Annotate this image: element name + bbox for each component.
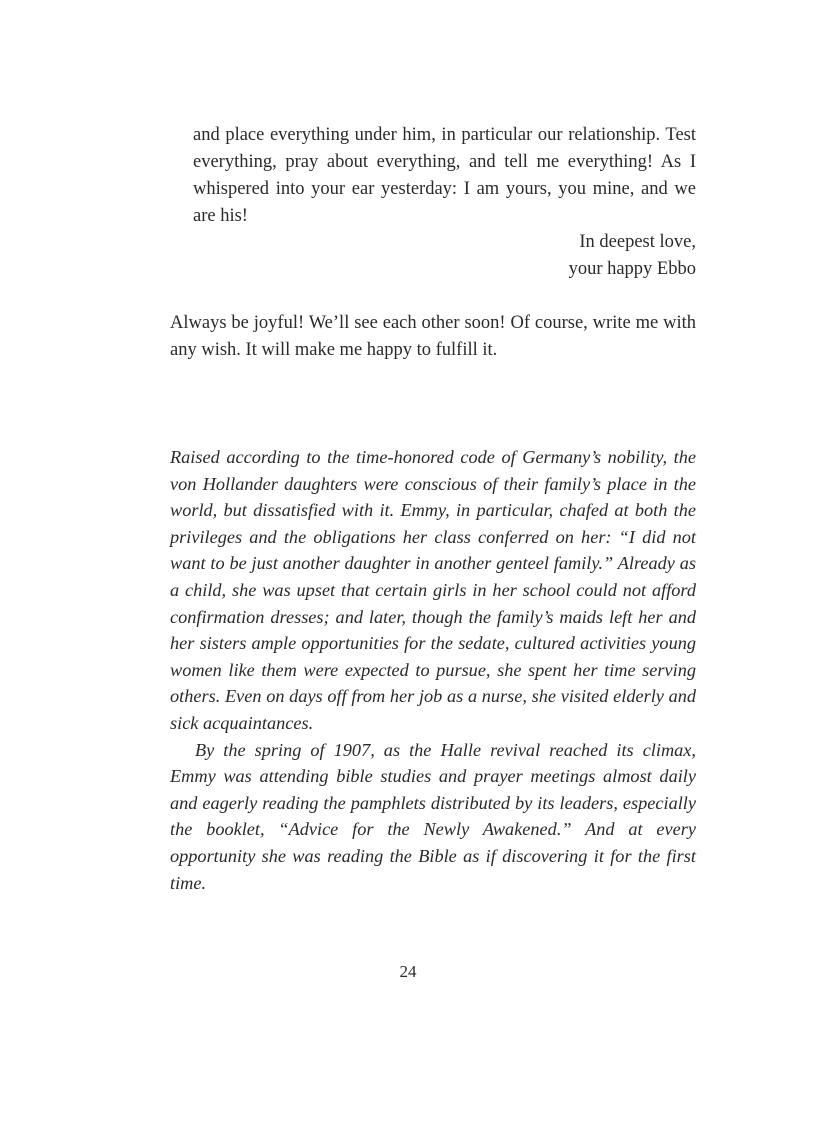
letter-closing (569, 229, 696, 283)
closing-salutation: In deepest love, (579, 232, 696, 252)
postscript-block (170, 310, 696, 364)
letter-body-block (193, 122, 696, 230)
closing-signature: your happy Ebbo (568, 259, 696, 279)
page-number: 24 (399, 962, 417, 981)
postscript-text: Always be joyful! We’ll see each other soon! Of course, write me with any wish. It will make me happy to fulfill it. (170, 313, 696, 360)
letter-body-text: and place everything under him, in particular our relationship. Test everything, pray about everything, and tell me everything! As I whispered into your ear yesterday: I am yours, you mine, and we are his! (193, 125, 696, 226)
narrative-paragraph-1: Raised according to the time-honored code of Germany’s nobility, the von Hollander daughters were conscious of their family’s place in the world, but dissatisfied with it. Emmy, in particular, chafed at both the privileges and the obligations her class conferred on her: “I did not want to be just another daughter in another genteel family.” Already as a child, she was upset that certain girls in her school could not afford confirmation dresses; and later, though the family’s maids left her and her sisters ample opportunities for the sedate, cultured activities young women like them were expected to pursue, she spent her time serving others. Even on days off from her job as a nurse, she visited elderly and sick acquaintances. (170, 447, 696, 733)
narrative-paragraph-2: By the spring of 1907, as the Halle revival reached its climax, Emmy was attending bible studies and prayer meetings almost daily and eagerly reading the pamphlets distributed by its leaders, especially the booklet, “Advice for the Newly Awakened.” And at every opportunity she was reading the Bible as if discovering it for the first time. (170, 739, 696, 893)
narrative-block (170, 444, 696, 896)
